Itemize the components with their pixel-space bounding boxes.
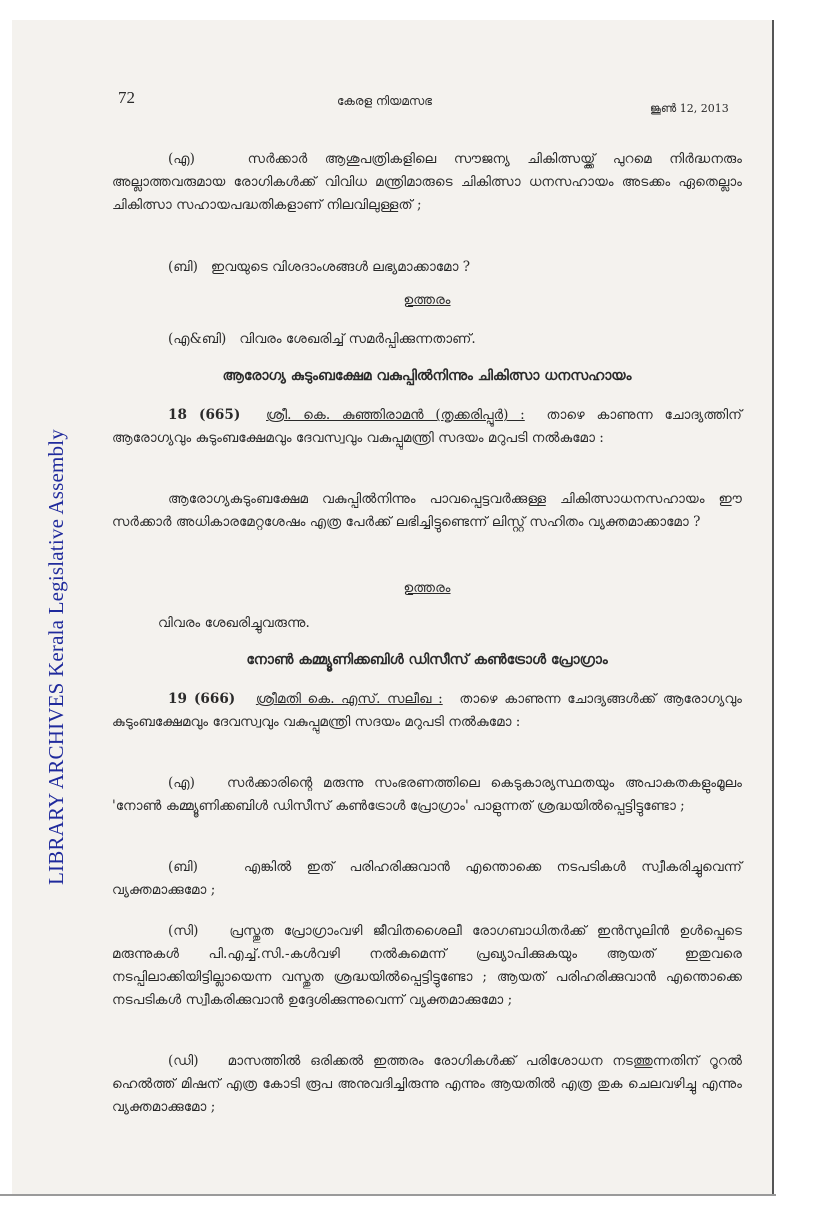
q18-heading: ആരോഗ്യ കുടുംബക്ഷേമ വകുപ്പിൽനിന്നും ചികിത്സാ ധനസഹായം: [222, 368, 632, 384]
running-title: കേരള നിയമസഭ: [337, 94, 433, 108]
q18-member: ശ്രീ. കെ. കുഞ്ഞിരാമൻ (തൃക്കരിപ്പൂർ) :: [266, 407, 525, 423]
q18-intro-text: താഴെ കാണുന്ന ചോദ്യത്തിന് ആരോഗ്യവും കുടുംബക്ഷേമവും ദേവസ്വവും വകുപ്പുമന്ത്രി സദയം മറുപടി നൽകുമോ :: [112, 407, 743, 446]
q19-heading: നോൺ കമ്മ്യൂണിക്കബിൾ ഡിസീസ് കൺട്രോൾ പ്രോഗ്രാം: [246, 652, 608, 668]
q18-question: ആരോഗ്യകുടുംബക്ഷേമ വകുപ്പിൽനിന്നും പാവപ്പെട്ടവർക്കുള്ള ചികിത്സാധനസഹായം ഈ സർക്കാർ അധികാരമേറ്റശേഷം എത്ര പേർക്ക് ലഭിച്ചിട്ടുണ്ടെന്ന് ലിസ്റ്റ് സഹിതം വ്യക്തമാക്കാമോ ?: [112, 491, 742, 530]
page-number: 72: [118, 88, 135, 107]
q18-answer: വിവരം ശേഖരിച്ചുവരുന്നു.: [158, 615, 310, 631]
q19-number: 19 (666): [168, 691, 236, 707]
page-bottom-edge: [0, 1194, 776, 1196]
q17-answer-heading-row: [112, 292, 742, 308]
q18-answer-heading: ഉത്തരം: [403, 580, 451, 596]
archive-watermark: LIBRARY ARCHIVES Kerala Legislative Assembly: [44, 429, 68, 885]
header-date: ജൂൺ 12, 2013: [650, 102, 729, 115]
q19-d-text: മാസത്തിൽ ഒരിക്കൽ ഇത്തരം രോഗികൾക്ക് പരിശോധന നടത്തുന്നതിന് റൂറൽ ഹെൽത്ത് മിഷന് എത്ര കോടി രൂപ അനുവദിച്ചിരുന്നു എന്നും ആയതിൽ എത്ര തുക ചെലവഴിച്ചു എന്നും വ്യക്തമാക്കുമോ ;: [112, 1053, 742, 1115]
q19-a-label: (എ): [168, 775, 195, 791]
q17-part-a: [112, 148, 742, 217]
q19-d-label: (ഡി): [168, 1053, 199, 1069]
q19-intro-text: താഴെ കാണുന്ന ചോദ്യങ്ങൾക്ക് ആരോഗ്യവും കുടുംബക്ഷേമവും ദേവസ്വവും വകുപ്പുമന്ത്രി സദയം മറുപടി നൽകുമോ :: [112, 691, 742, 730]
q17-answer-text: വിവരം ശേഖരിച്ച് സമർപ്പിക്കുന്നതാണ്.: [239, 331, 476, 347]
q18-number: 18 (665): [168, 407, 241, 423]
q19-member: ശ്രീമതി കെ. എസ്. സലീഖ :: [255, 691, 443, 707]
q19-c-label: (സി): [168, 923, 199, 939]
q19-part-a: [112, 772, 742, 818]
q19-a-text: സർക്കാരിന്റെ മരുന്നു സംഭരണത്തിലെ കെടുകാര്യസ്ഥതയും അപാകതകളുംമൂലം 'നോൺ കമ്മ്യൂണിക്കബിൾ ഡിസീസ് കൺട്രോൾ പ്രോഗ്രാം' പാളുന്നത് ശ്രദ്ധയിൽപ്പെട്ടിട്ടുണ്ടോ ;: [112, 775, 742, 814]
q19-b-label: (ബി): [168, 859, 198, 875]
q19-part-c: [112, 920, 742, 1012]
q19-part-d: [112, 1050, 742, 1119]
q17-answer-heading: ഉത്തരം: [403, 292, 451, 308]
q17-a-label: (എ): [168, 151, 195, 167]
q17-part-b: [112, 256, 742, 279]
q17-answer-label: (എ&ബി): [168, 331, 227, 347]
q17-answer: [112, 328, 742, 351]
q19-part-b: [112, 856, 742, 902]
q18-intro: [112, 404, 742, 450]
q19-b-text: എങ്കിൽ ഇത് പരിഹരിക്കുവാൻ എന്തൊക്കെ നടപടികൾ സ്വീകരിച്ചുവെന്ന് വ്യക്തമാക്കുമോ ;: [112, 859, 742, 898]
q17-a-text: സർക്കാർ ആശുപത്രികളിലെ സൗജന്യ ചികിത്സയ്ക്ക് പുറമെ നിർദ്ധനരും അല്ലാത്തവരുമായ രോഗികൾക്ക് വിവിധ മന്ത്രിമാരുടെ ചികിത്സാ ധനസഹായം അടക്കം ഏതെല്ലാം ചികിത്സാ സഹായപദ്ധതികളാണ് നിലവിലുള്ളത് ;: [112, 151, 742, 213]
q17-b-label: (ബി): [168, 259, 198, 275]
q17-b-text: ഇവയുടെ വിശദാംശങ്ങൾ ലഭ്യമാക്കാമോ ?: [210, 259, 471, 275]
q19-c-text: പ്രസ്തുത പ്രോഗ്രാംവഴി ജീവിതശൈലീ രോഗബാധിതർക്ക് ഇൻസുലിൻ ഉൾപ്പെടെ മരുന്നുകൾ പി.എച്ച്.സി.-കൾവഴി നൽകുമെന്ന് പ്രഖ്യാപിക്കുകയും ആയത് ഇതുവരെ നടപ്പിലാക്കിയിട്ടില്ലായെന്ന വസ്തുത ശ്രദ്ധയിൽപ്പെട്ടിട്ടുണ്ടോ ; ആയത് പരിഹരിക്കുവാൻ എന്തൊക്കെ നടപടികൾ സ്വീകരിക്കുവാൻ ഉദ്ദേശിക്കുന്നുവെന്ന് വ്യക്തമാക്കുമോ ;: [112, 923, 742, 1008]
q18-answer-heading-row: [112, 580, 742, 596]
q19-intro: [112, 688, 742, 734]
